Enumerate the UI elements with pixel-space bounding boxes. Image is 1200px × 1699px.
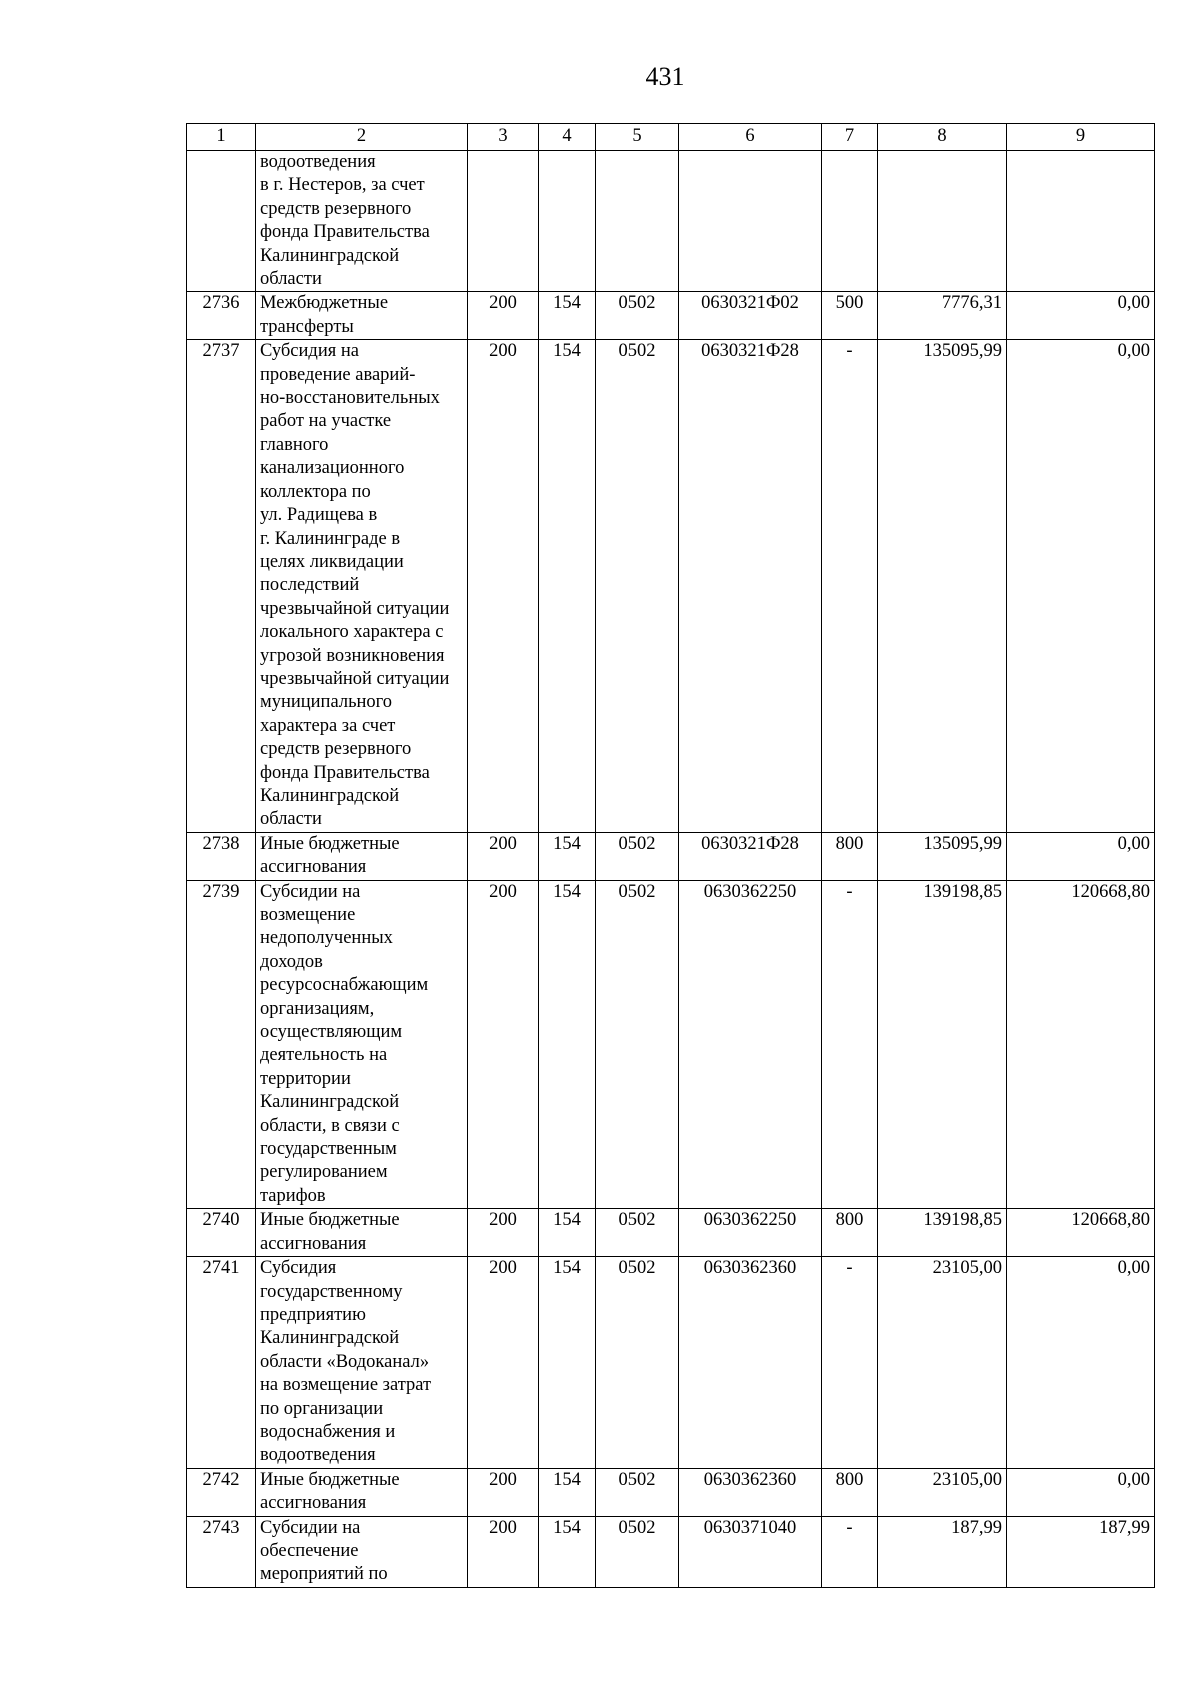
amount-next-cell: 0,00 xyxy=(1007,1257,1155,1469)
item-name-line: области xyxy=(260,809,322,830)
item-name-line: государственному xyxy=(260,1281,403,1302)
ministry-code-cell: 200 xyxy=(468,1257,539,1469)
expense-type-cell: 800 xyxy=(822,1468,878,1516)
page-number: 431 xyxy=(645,62,685,91)
ministry-code-cell: 200 xyxy=(468,1516,539,1587)
amount-cell: 7776,31 xyxy=(878,292,1007,340)
item-name-line: но-восстановительных xyxy=(260,388,440,409)
item-name-line: Субсидии на xyxy=(260,1517,361,1538)
item-name-line: Калининградской xyxy=(260,1328,400,1349)
amount-cell xyxy=(878,151,1007,292)
item-name-line: г. Калининграде в xyxy=(260,528,401,549)
item-name-line: проведение аварий- xyxy=(260,364,416,385)
item-name-line: главного xyxy=(260,434,329,455)
target-article-cell: 0630362360 xyxy=(679,1468,822,1516)
item-name-line: канализационного xyxy=(260,458,405,479)
item-name-line: работ на участке xyxy=(260,411,392,432)
column-header: 1 xyxy=(187,124,256,151)
target-article-cell xyxy=(679,151,822,292)
row-number-cell xyxy=(187,151,256,292)
column-header: 3 xyxy=(468,124,539,151)
item-name-line: государственным xyxy=(260,1139,397,1160)
amount-cell: 23105,00 xyxy=(878,1257,1007,1469)
table-row xyxy=(187,880,1155,1209)
row-number-cell: 2741 xyxy=(187,1257,256,1469)
item-name-line: на возмещение затрат xyxy=(260,1375,432,1396)
target-article-cell: 0630362360 xyxy=(679,1257,822,1469)
column-header: 6 xyxy=(679,124,822,151)
agency-code-cell: 154 xyxy=(539,1209,596,1257)
item-name-line: мероприятий по xyxy=(260,1564,388,1585)
item-name-line: организациям, xyxy=(260,998,375,1019)
column-header: 9 xyxy=(1007,124,1155,151)
target-article-cell: 0630362250 xyxy=(679,880,822,1209)
expense-type-cell: - xyxy=(822,340,878,833)
item-name-line: средств резервного xyxy=(260,198,412,219)
item-name-line: возмещение xyxy=(260,905,356,925)
amount-cell: 135095,99 xyxy=(878,340,1007,833)
item-name-line: средств резервного xyxy=(260,739,412,760)
column-header: 2 xyxy=(256,124,468,151)
amount-cell: 139198,85 xyxy=(878,1209,1007,1257)
target-article-cell: 0630321Ф28 xyxy=(679,832,822,880)
item-name-cell xyxy=(256,151,468,292)
item-name-line: фонда Правительства xyxy=(260,762,430,783)
item-name-line: водоотведения xyxy=(260,152,376,172)
ministry-code-cell: 200 xyxy=(468,292,539,340)
amount-next-cell: 120668,80 xyxy=(1007,880,1155,1209)
item-name-line: территории xyxy=(260,1068,351,1089)
item-name-line: чрезвычайной ситуации xyxy=(260,598,450,619)
item-name-line: тарифов xyxy=(260,1185,326,1206)
agency-code-cell: 154 xyxy=(539,1257,596,1469)
item-name-line: области, в связи с xyxy=(260,1115,400,1136)
item-name-line: ассигнования xyxy=(260,857,367,878)
ministry-code-cell: 200 xyxy=(468,880,539,1209)
item-name-line: Иные бюджетные xyxy=(260,1210,400,1231)
item-name-cell xyxy=(256,1516,468,1587)
item-name-line: локального характера с xyxy=(260,622,444,643)
section-code-cell: 0502 xyxy=(596,1516,679,1587)
item-name-line: водоотведения xyxy=(260,1445,376,1466)
table-body xyxy=(187,151,1155,1588)
item-name-line: недополученных xyxy=(260,928,393,949)
item-name-line: ул. Радищева в xyxy=(260,505,378,526)
amount-cell: 187,99 xyxy=(878,1516,1007,1587)
item-name-line: деятельность на xyxy=(260,1045,388,1066)
expense-type-cell: - xyxy=(822,1516,878,1587)
item-name-line: ассигнования xyxy=(260,1233,367,1254)
item-name-line: Субсидия на xyxy=(260,341,359,362)
amount-next-cell: 0,00 xyxy=(1007,832,1155,880)
table-header-row xyxy=(187,124,1155,151)
item-name-line: области xyxy=(260,269,322,290)
row-number-cell: 2738 xyxy=(187,832,256,880)
column-header: 5 xyxy=(596,124,679,151)
expense-type-cell xyxy=(822,151,878,292)
item-name-line: Калининградской xyxy=(260,245,400,266)
item-name-cell xyxy=(256,1468,468,1516)
item-name-line: целях ликвидации xyxy=(260,551,404,572)
section-code-cell: 0502 xyxy=(596,832,679,880)
item-name-line: муниципального xyxy=(260,692,393,713)
amount-next-cell: 120668,80 xyxy=(1007,1209,1155,1257)
section-code-cell: 0502 xyxy=(596,1209,679,1257)
item-name-cell xyxy=(256,340,468,833)
agency-code-cell: 154 xyxy=(539,292,596,340)
amount-cell: 23105,00 xyxy=(878,1468,1007,1516)
ministry-code-cell: 200 xyxy=(468,832,539,880)
amount-next-cell: 0,00 xyxy=(1007,340,1155,833)
budget-table xyxy=(186,123,1155,1588)
amount-cell: 139198,85 xyxy=(878,880,1007,1209)
item-name-line: Межбюджетные xyxy=(260,293,389,314)
ministry-code-cell: 200 xyxy=(468,1468,539,1516)
row-number-cell: 2740 xyxy=(187,1209,256,1257)
amount-next-cell: 0,00 xyxy=(1007,1468,1155,1516)
item-name-line: осуществляющим xyxy=(260,1022,403,1043)
ministry-code-cell: 200 xyxy=(468,1209,539,1257)
section-code-cell: 0502 xyxy=(596,292,679,340)
section-code-cell: 0502 xyxy=(596,880,679,1209)
item-name-cell xyxy=(256,1257,468,1469)
table-row xyxy=(187,832,1155,880)
table-row xyxy=(187,1209,1155,1257)
item-name-line: фонда Правительства xyxy=(260,222,430,243)
item-name-line: водоснабжения и xyxy=(260,1421,396,1442)
item-name-line: доходов xyxy=(260,951,323,972)
target-article-cell: 0630321Ф02 xyxy=(679,292,822,340)
agency-code-cell: 154 xyxy=(539,880,596,1209)
amount-cell: 135095,99 xyxy=(878,832,1007,880)
section-code-cell: 0502 xyxy=(596,340,679,833)
agency-code-cell: 154 xyxy=(539,1468,596,1516)
table-row xyxy=(187,1257,1155,1469)
agency-code-cell: 154 xyxy=(539,832,596,880)
item-name-line: характера за счет xyxy=(260,715,396,736)
target-article-cell: 0630371040 xyxy=(679,1516,822,1587)
item-name-line: Иные бюджетные xyxy=(260,833,400,854)
item-name-line: ресурсоснабжающим xyxy=(260,975,429,996)
item-name-cell xyxy=(256,1209,468,1257)
column-header: 4 xyxy=(539,124,596,151)
section-code-cell: 0502 xyxy=(596,1468,679,1516)
item-name-line: Калининградской xyxy=(260,785,400,806)
row-number-cell: 2739 xyxy=(187,880,256,1209)
column-header: 7 xyxy=(822,124,878,151)
item-name-line: обеспечение xyxy=(260,1540,359,1561)
target-article-cell: 0630321Ф28 xyxy=(679,340,822,833)
expense-type-cell: 500 xyxy=(822,292,878,340)
expense-type-cell: - xyxy=(822,880,878,1209)
row-number-cell: 2742 xyxy=(187,1468,256,1516)
item-name-line: коллектора по xyxy=(260,481,371,502)
section-code-cell: 0502 xyxy=(596,1257,679,1469)
ministry-code-cell xyxy=(468,151,539,292)
item-name-line: предприятию xyxy=(260,1304,366,1325)
item-name-line: в г. Нестеров, за счет xyxy=(260,175,425,196)
ministry-code-cell: 200 xyxy=(468,340,539,833)
item-name-line: последствий xyxy=(260,575,360,596)
column-header: 8 xyxy=(878,124,1007,151)
item-name-line: области «Водоканал» xyxy=(260,1351,430,1372)
amount-next-cell: 0,00 xyxy=(1007,292,1155,340)
row-number-cell: 2737 xyxy=(187,340,256,833)
agency-code-cell: 154 xyxy=(539,340,596,833)
item-name-line: Калининградской xyxy=(260,1092,400,1113)
agency-code-cell xyxy=(539,151,596,292)
table-row xyxy=(187,340,1155,833)
item-name-line: ассигнования xyxy=(260,1493,367,1514)
item-name-line: Иные бюджетные xyxy=(260,1469,400,1490)
agency-code-cell: 154 xyxy=(539,1516,596,1587)
item-name-cell xyxy=(256,832,468,880)
item-name-line: Субсидия xyxy=(260,1258,337,1279)
item-name-line: трансферты xyxy=(260,316,354,337)
item-name-line: Субсидии на xyxy=(260,881,361,902)
item-name-line: угрозой возникновения xyxy=(260,645,445,666)
item-name-line: по организации xyxy=(260,1398,384,1419)
table-row xyxy=(187,1516,1155,1587)
table-row xyxy=(187,292,1155,340)
expense-type-cell: 800 xyxy=(822,1209,878,1257)
amount-next-cell xyxy=(1007,151,1155,292)
section-code-cell xyxy=(596,151,679,292)
expense-type-cell: - xyxy=(822,1257,878,1469)
amount-next-cell: 187,99 xyxy=(1007,1516,1155,1587)
row-number-cell: 2743 xyxy=(187,1516,256,1587)
item-name-line: регулированием xyxy=(260,1162,388,1183)
item-name-cell xyxy=(256,880,468,1209)
table-row xyxy=(187,1468,1155,1516)
row-number-cell: 2736 xyxy=(187,292,256,340)
item-name-cell xyxy=(256,292,468,340)
table-row xyxy=(187,151,1155,292)
target-article-cell: 0630362250 xyxy=(679,1209,822,1257)
item-name-line: чрезвычайной ситуации xyxy=(260,668,450,689)
expense-type-cell: 800 xyxy=(822,832,878,880)
